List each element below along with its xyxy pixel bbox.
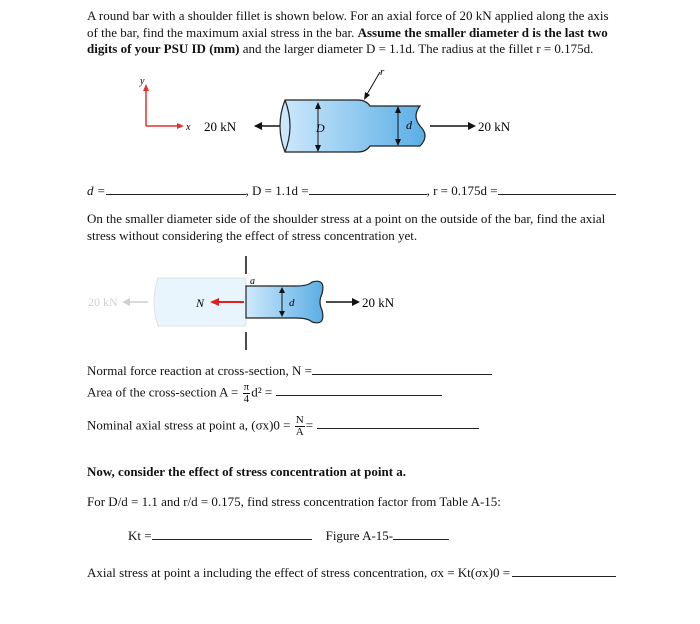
area-blank[interactable] bbox=[276, 383, 442, 396]
A-denominator: A bbox=[295, 426, 304, 438]
answer-line-1 bbox=[87, 182, 616, 199]
final-stress-line bbox=[87, 564, 616, 581]
nominal-stress-label: Nominal axial stress at point a, (σx)0 = bbox=[87, 417, 291, 433]
bar-body bbox=[280, 100, 425, 152]
area-suffix: d² = bbox=[251, 384, 273, 400]
section-d-label: d bbox=[289, 297, 295, 309]
four-denominator: 4 bbox=[243, 393, 250, 405]
diameter-D-label: D bbox=[316, 121, 325, 135]
normal-force-blank[interactable] bbox=[312, 362, 492, 375]
nominal-stress-line bbox=[87, 415, 479, 438]
D-answer-blank[interactable] bbox=[309, 182, 427, 195]
N-over-A-fraction bbox=[295, 415, 305, 438]
stress-concentration-heading: Now, consider the effect of stress concentration at point a. bbox=[87, 464, 407, 479]
pi-numerator: π bbox=[243, 381, 250, 393]
kt-blank[interactable] bbox=[152, 527, 312, 540]
N-numerator: N bbox=[295, 414, 304, 426]
section-cut-figure bbox=[86, 250, 416, 350]
table-instruction-line: For D/d = 1.1 and r/d = 0.175, find stress concentration factor from Table A-15: bbox=[87, 494, 501, 509]
axis-x-label: x bbox=[186, 122, 191, 133]
r-answer-label: , r = 0.175d = bbox=[426, 183, 498, 198]
final-stress-blank[interactable] bbox=[512, 564, 616, 577]
figure-label: Figure A-15- bbox=[325, 528, 394, 543]
figure-blank[interactable] bbox=[393, 527, 449, 540]
shoulder-bar-figure bbox=[130, 66, 560, 176]
reaction-N-label: N bbox=[196, 296, 205, 310]
intro-text-2: and the larger diameter D = 1.1d. The radius at the fillet r = 0.175d. bbox=[239, 41, 594, 56]
diameter-d-label: d bbox=[406, 118, 412, 132]
intro-paragraph bbox=[87, 8, 615, 58]
force-right-label: 20 kN bbox=[478, 119, 511, 134]
coordinate-axes bbox=[139, 76, 191, 133]
paragraph-2: On the smaller diameter side of the shoulder stress at a point on the outside of the bar, find the axial stress without considering the effect of stress concentration yet. bbox=[87, 211, 606, 243]
force-left-label: 20 kN bbox=[204, 119, 237, 134]
area-label: Area of the cross-section A = bbox=[87, 384, 239, 400]
area-line bbox=[87, 382, 442, 405]
normal-force-line bbox=[87, 362, 492, 379]
pi-over-4-fraction bbox=[243, 382, 251, 405]
D-answer-label: , D = 1.1d = bbox=[245, 183, 309, 198]
axis-y-label: y bbox=[140, 76, 145, 87]
nominal-suffix: = bbox=[305, 417, 314, 433]
kt-label: Kt = bbox=[128, 528, 152, 543]
final-stress-label: Axial stress at point a including the effect of stress concentration, σx = Kt(σx)0 = bbox=[87, 565, 511, 580]
point-a-label: a bbox=[250, 276, 255, 287]
kt-line bbox=[128, 527, 449, 544]
fillet-r-label: r bbox=[380, 66, 385, 78]
normal-force-label: Normal force reaction at cross-section, N = bbox=[87, 363, 312, 378]
faded-force-label: 20 kN bbox=[88, 295, 118, 309]
section-force-right-label: 20 kN bbox=[362, 295, 395, 310]
r-answer-blank[interactable] bbox=[498, 182, 616, 195]
d-answer-label: d = bbox=[87, 183, 106, 198]
intro-text-1: A round bar with a shoulder fillet is shown below. For an axial force of 20 kN applied along the axis of the bar, find the maximum axial stress in the bar. bbox=[87, 8, 609, 40]
d-answer-blank[interactable] bbox=[106, 182, 246, 195]
intro-bold-text: Assume the smaller diameter d is the last two digits of your PSU ID (mm) bbox=[87, 24, 608, 56]
small-bar-section bbox=[246, 281, 323, 323]
nominal-stress-blank[interactable] bbox=[317, 416, 479, 429]
